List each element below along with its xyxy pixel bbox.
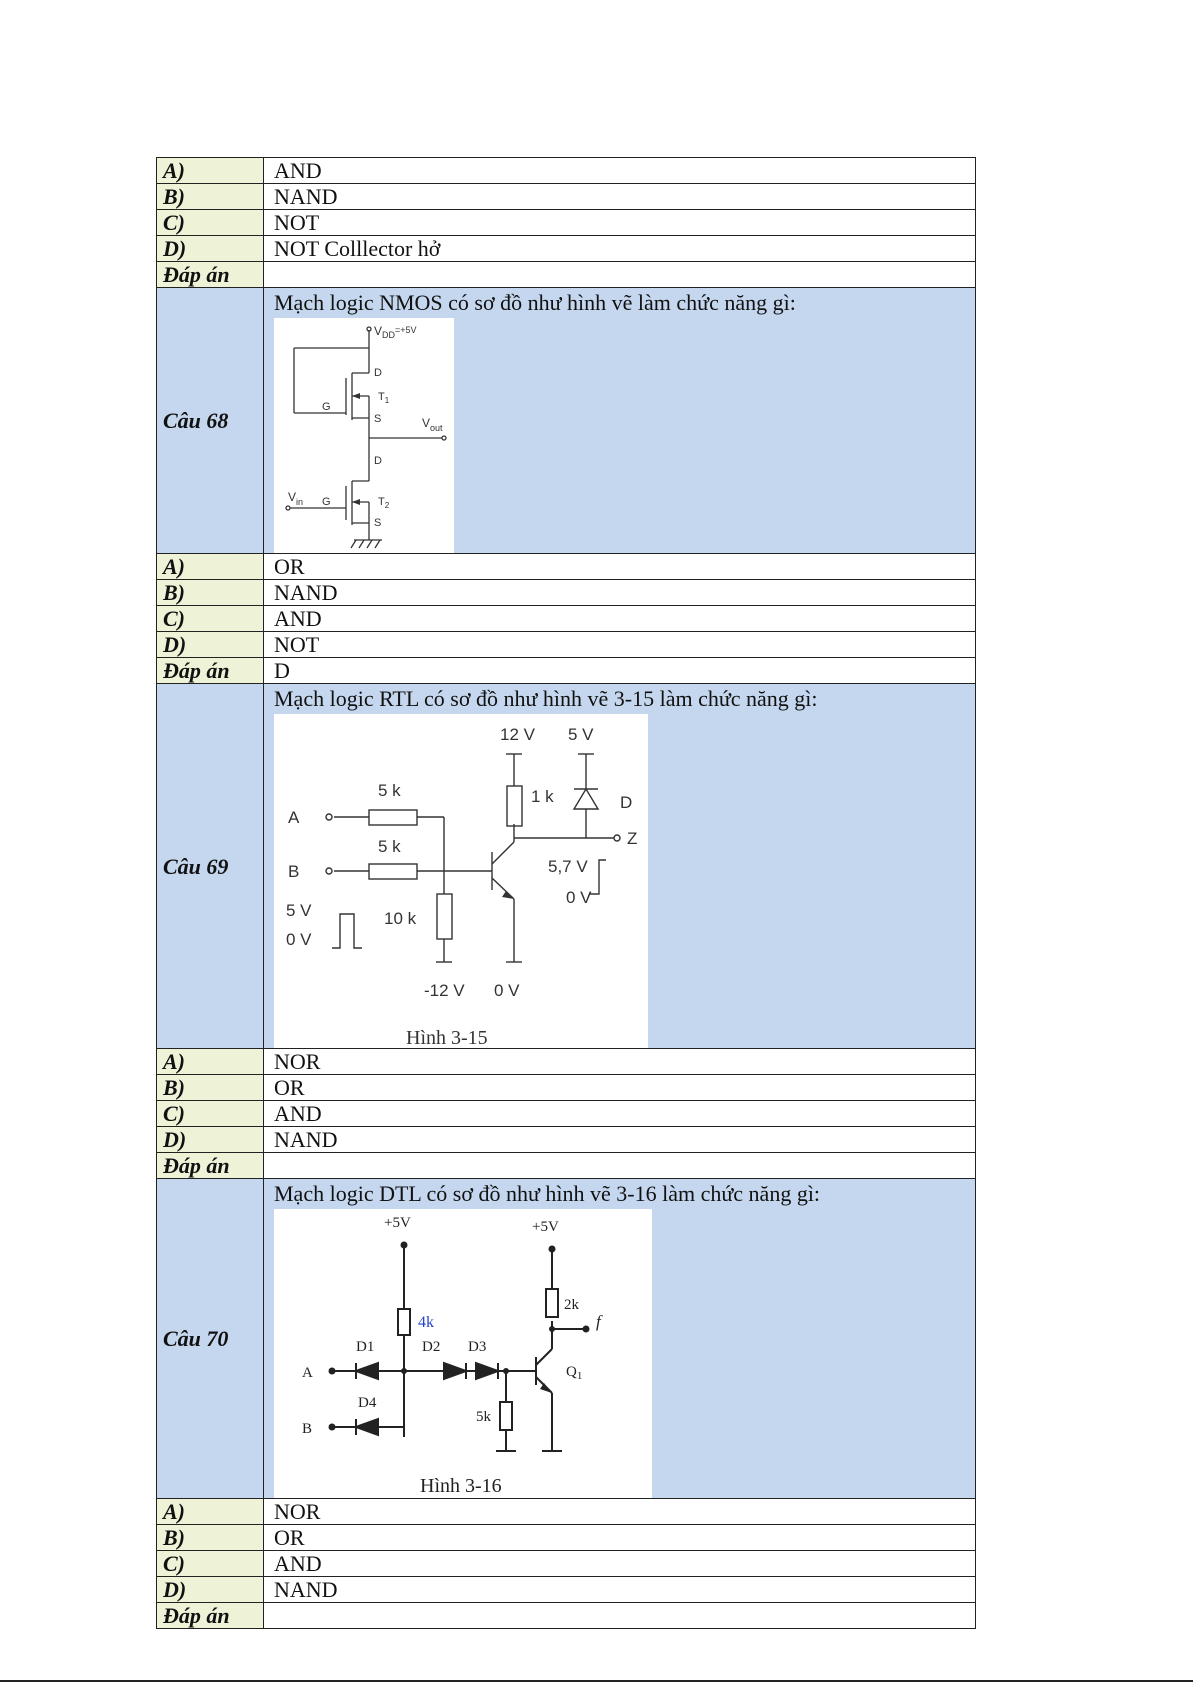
rtl-circuit-figure <box>274 714 648 1048</box>
question-row <box>157 1179 976 1499</box>
option-row <box>157 606 976 632</box>
d3-label: D3 <box>468 1339 487 1355</box>
question-label: Câu 68 <box>157 288 264 554</box>
r5k-b-label: 5 k <box>378 837 401 856</box>
v5-label: 5 V <box>568 725 594 744</box>
answer-label: Đáp án <box>157 1603 264 1629</box>
r5k-label: 5k <box>476 1409 491 1425</box>
option-row <box>157 236 976 262</box>
option-label: D) <box>157 1127 264 1153</box>
question-cell <box>264 684 976 1049</box>
option-row <box>157 1075 976 1101</box>
question-text: Mạch logic RTL có sơ đồ như hình vẽ 3-15 làm chức năng gì: <box>274 686 818 711</box>
diode-label: D <box>620 793 633 812</box>
option-row <box>157 210 976 236</box>
option-label: C) <box>157 210 264 236</box>
input-a-label: A <box>302 1365 313 1381</box>
vin-label: $V_{in}$ <box>288 490 304 507</box>
v5-left-label: 5 V <box>286 901 312 920</box>
output-f-label: f <box>596 1312 601 1331</box>
gate2-label: G <box>322 496 331 508</box>
option-label: C) <box>157 1551 264 1577</box>
r2k-label: 2k <box>564 1297 579 1313</box>
answer-row <box>157 1153 976 1179</box>
answer-label: Đáp án <box>157 262 264 288</box>
answer-label: Đáp án <box>157 1153 264 1179</box>
answer-text: D <box>264 658 976 684</box>
figure-caption: Hình 3-15 <box>406 1027 488 1048</box>
d4-label: D4 <box>358 1395 377 1411</box>
r1k-label: 1 k <box>531 787 554 806</box>
vout-label: $V_{out}$ <box>422 416 443 433</box>
option-label: B) <box>157 580 264 606</box>
option-text: NAND <box>264 580 976 606</box>
question-text: Mạch logic DTL có sơ đồ như hình vẽ 3-16 làm chức năng gì: <box>274 1181 821 1206</box>
q1-label: $Q_1$ <box>566 1364 583 1382</box>
option-row <box>157 1577 976 1603</box>
figure-caption: Hình 3-16 <box>420 1475 502 1497</box>
option-text: NOT <box>264 632 976 658</box>
nmos-circuit-figure <box>274 318 454 553</box>
option-text: NOR <box>264 1049 976 1075</box>
answer-text <box>264 262 976 288</box>
option-row <box>157 632 976 658</box>
question-row <box>157 288 976 554</box>
option-label: D) <box>157 236 264 262</box>
r5k-a-label: 5 k <box>378 781 401 800</box>
option-row <box>157 1551 976 1577</box>
input-b-label: B <box>288 862 300 881</box>
option-label: A) <box>157 158 264 184</box>
option-row <box>157 1499 976 1525</box>
drain1-label: D <box>374 367 382 379</box>
r10k-label: 10 k <box>384 909 417 928</box>
source2-label: S <box>374 517 382 529</box>
page-bottom-rule <box>0 1680 1193 1682</box>
input-a-label: A <box>288 808 300 827</box>
question-cell <box>264 1179 976 1499</box>
option-label: D) <box>157 1577 264 1603</box>
answer-text <box>264 1153 976 1179</box>
option-text: AND <box>264 1551 976 1577</box>
option-text: OR <box>264 1075 976 1101</box>
option-text: OR <box>264 554 976 580</box>
question-cell <box>264 288 976 554</box>
t2-label: $T_2$ <box>378 496 390 510</box>
option-text: NOT <box>264 210 976 236</box>
option-text: NOR <box>264 1499 976 1525</box>
option-label: A) <box>157 554 264 580</box>
d2-label: D2 <box>422 1339 441 1355</box>
t1-label: $T_1$ <box>378 391 390 405</box>
drain2-label: D <box>374 455 382 467</box>
option-label: B) <box>157 1075 264 1101</box>
option-text: NAND <box>264 1127 976 1153</box>
option-label: B) <box>157 1525 264 1551</box>
question-label: Câu 70 <box>157 1179 264 1499</box>
output-z-label: Z <box>627 829 638 848</box>
option-text: NAND <box>264 184 976 210</box>
v0-right-label: 0 V <box>566 888 592 907</box>
option-label: A) <box>157 1049 264 1075</box>
option-label: B) <box>157 184 264 210</box>
gate1-label: G <box>322 401 331 413</box>
v0-left-label: 0 V <box>286 930 312 949</box>
source1-label: S <box>374 413 382 425</box>
option-row <box>157 1127 976 1153</box>
v57-label: 5,7 V <box>548 857 588 876</box>
option-text: AND <box>264 606 976 632</box>
question-label: Câu 69 <box>157 684 264 1049</box>
answer-row <box>157 658 976 684</box>
vm12-label: -12 V <box>424 981 465 1000</box>
option-row <box>157 554 976 580</box>
option-row <box>157 580 976 606</box>
input-b-label: B <box>302 1421 313 1437</box>
answer-label: Đáp án <box>157 658 264 684</box>
option-label: C) <box>157 606 264 632</box>
option-text: NOT Colllector hở <box>264 236 976 262</box>
answer-row <box>157 262 976 288</box>
answer-row <box>157 1603 976 1629</box>
option-row <box>157 158 976 184</box>
dtl-circuit-figure <box>274 1209 652 1498</box>
question-text: Mạch logic NMOS có sơ đồ như hình vẽ làm chức năng gì: <box>274 290 796 315</box>
option-row <box>157 1101 976 1127</box>
vdd-label: $V_{DD}^{=+5V}$ <box>374 324 417 340</box>
option-row <box>157 184 976 210</box>
option-text: AND <box>264 158 976 184</box>
plus5v-left-label: +5V <box>384 1215 411 1231</box>
option-label: A) <box>157 1499 264 1525</box>
question-row <box>157 684 976 1049</box>
question-table <box>156 157 976 1629</box>
option-label: D) <box>157 632 264 658</box>
d1-label: D1 <box>356 1339 375 1355</box>
v0-bottom-label: 0 V <box>494 981 520 1000</box>
r4k-label: 4k <box>418 1314 434 1331</box>
option-row <box>157 1525 976 1551</box>
v12-label: 12 V <box>500 725 535 744</box>
option-row <box>157 1049 976 1075</box>
option-text: NAND <box>264 1577 976 1603</box>
option-text: OR <box>264 1525 976 1551</box>
answer-text <box>264 1603 976 1629</box>
option-text: AND <box>264 1101 976 1127</box>
option-label: C) <box>157 1101 264 1127</box>
plus5v-right-label: +5V <box>532 1219 559 1235</box>
